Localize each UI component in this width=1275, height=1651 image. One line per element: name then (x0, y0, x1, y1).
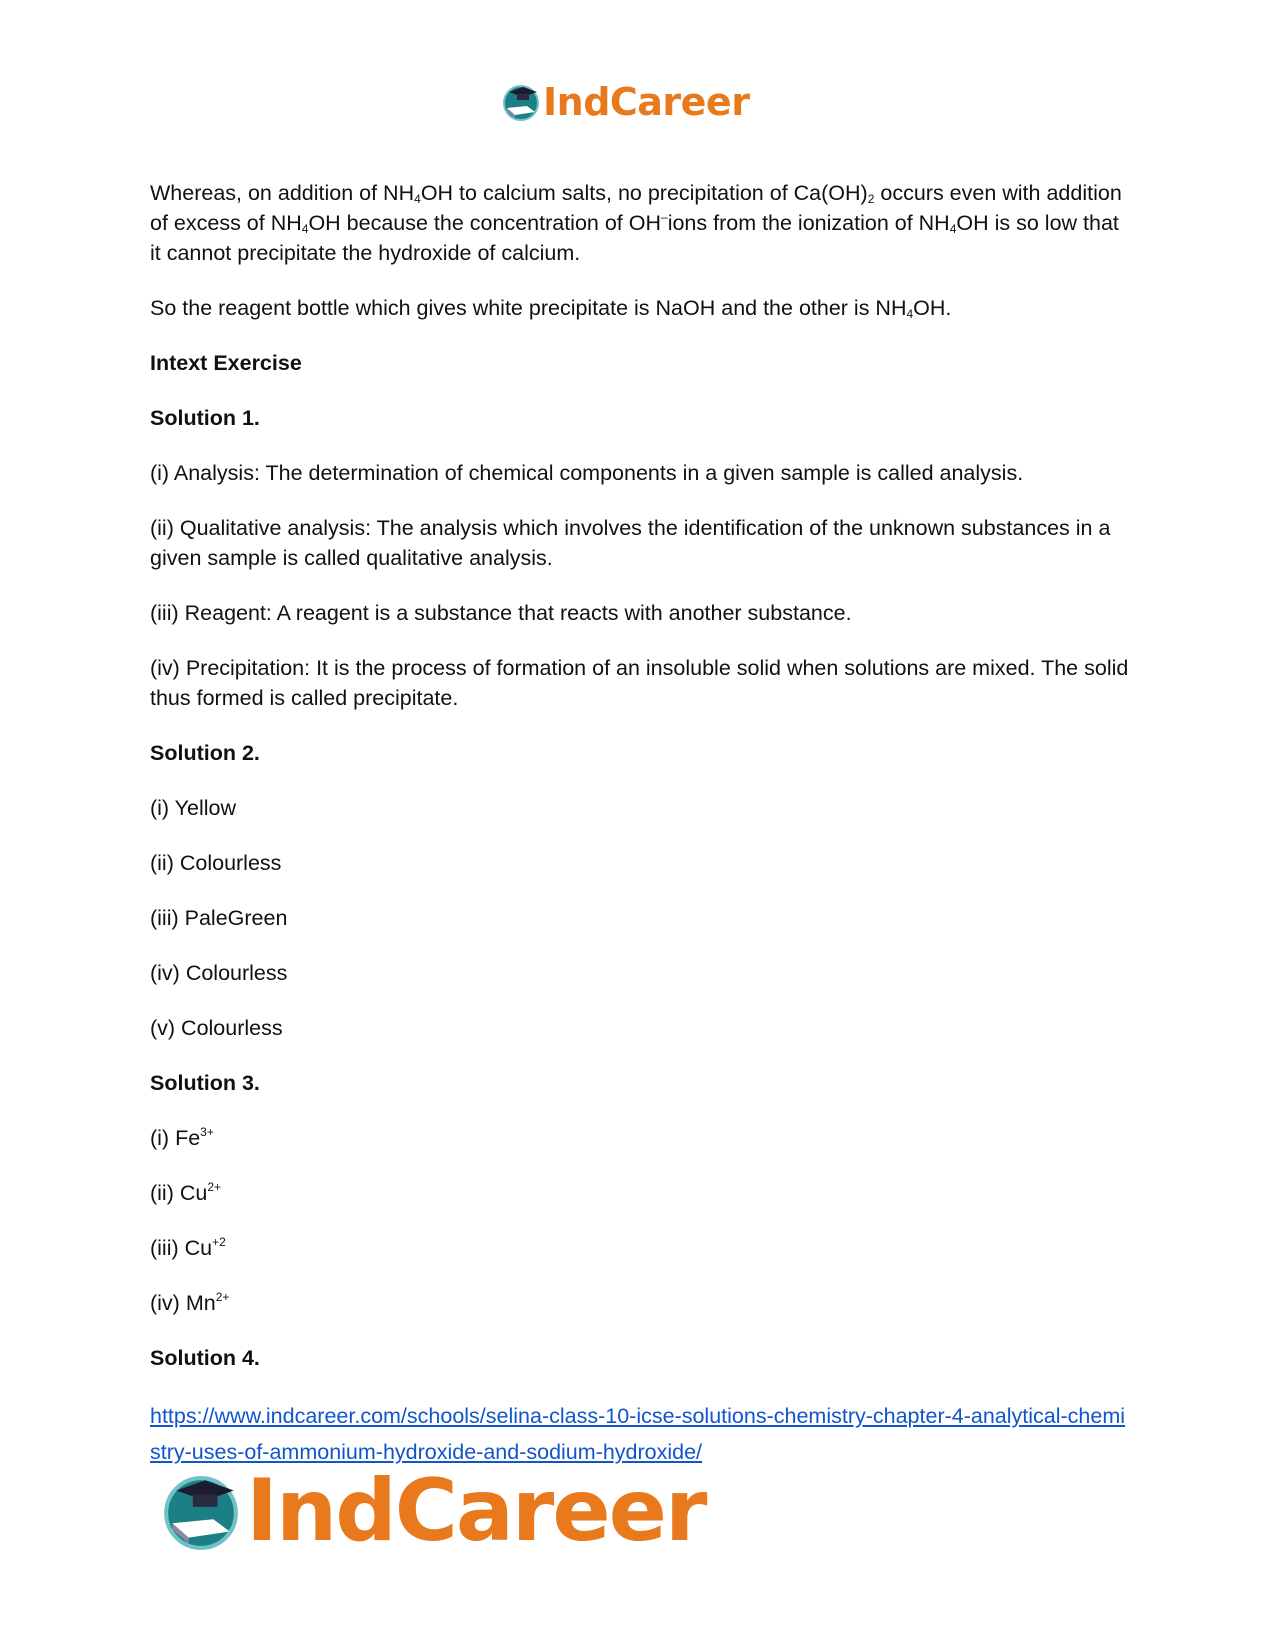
solution-2-item: (v) Colourless (150, 1016, 283, 1040)
globe-book-icon (160, 1470, 242, 1552)
solution-1-heading: Solution 1. (150, 406, 260, 430)
intro-paragraph-2: So the reagent bottle which gives white precipitate is NaOH and the other is $NH_4OH$. (150, 296, 952, 321)
footer-logo-text: IndCareer (246, 1461, 706, 1561)
solution-4-link-line (150, 1398, 1130, 1470)
solution-1-item: (i) Analysis: The determination of chemical components in a given sample is called analysis. (150, 461, 1024, 485)
solution-3-item: (iii) $Cu^{+2}$ (150, 1235, 226, 1260)
solution-3-item: (iv) $Mn^{2+}$ (150, 1290, 230, 1315)
solution-2-item: (iii) PaleGreen (150, 906, 288, 930)
solution-3-heading: Solution 3. (150, 1071, 260, 1095)
solution-2-item: (ii) Colourless (150, 851, 282, 875)
solution-1-item: (iv) Precipitation: It is the process of formation of an insoluble solid when solutions are mixed. The solid thus formed is called precipitate. (150, 656, 1129, 710)
solution-1-item: (iii) Reagent: A reagent is a substance that reacts with another substance. (150, 601, 852, 625)
footer-logo (160, 1461, 706, 1561)
solution-2-item: (iv) Colourless (150, 961, 288, 985)
intro-paragraph-1: Whereas, on addition of $NH_4OH$ to calcium salts, no precipitation of $Ca(OH)_2$ occurs even with addition of excess of $NH_4OH$ because the concentration of OH–ions from the ionization of $NH_4OH$ is so low that it cannot precipitate the hydroxide of calcium. (150, 181, 1122, 265)
solution-4-heading: Solution 4. (150, 1346, 260, 1370)
solution-2-heading: Solution 2. (150, 741, 260, 765)
section-heading: Intext Exercise (150, 351, 302, 375)
solution-3-item: (ii) $Cu^{2+}$ (150, 1180, 222, 1205)
document-body (150, 178, 1130, 1495)
solution-4-link[interactable]: https://www.indcareer.com/schools/selina-class-10-icse-solutions-chemistry-chapter-4-analytical-chemistry-uses-of-ammonium-hydroxide-and-sodium-hydroxide/ (150, 1404, 1126, 1464)
globe-book-icon (501, 82, 541, 122)
solution-2-item: (i) Yellow (150, 796, 237, 820)
solution-3-item: (i) $Fe^{3+}$ (150, 1125, 214, 1150)
header-logo (501, 80, 749, 124)
solution-1-item: (ii) Qualitative analysis: The analysis which involves the identification of the unknown substances in a given sample is called qualitative analysis. (150, 516, 1111, 570)
header-logo-text: IndCareer (543, 80, 750, 124)
